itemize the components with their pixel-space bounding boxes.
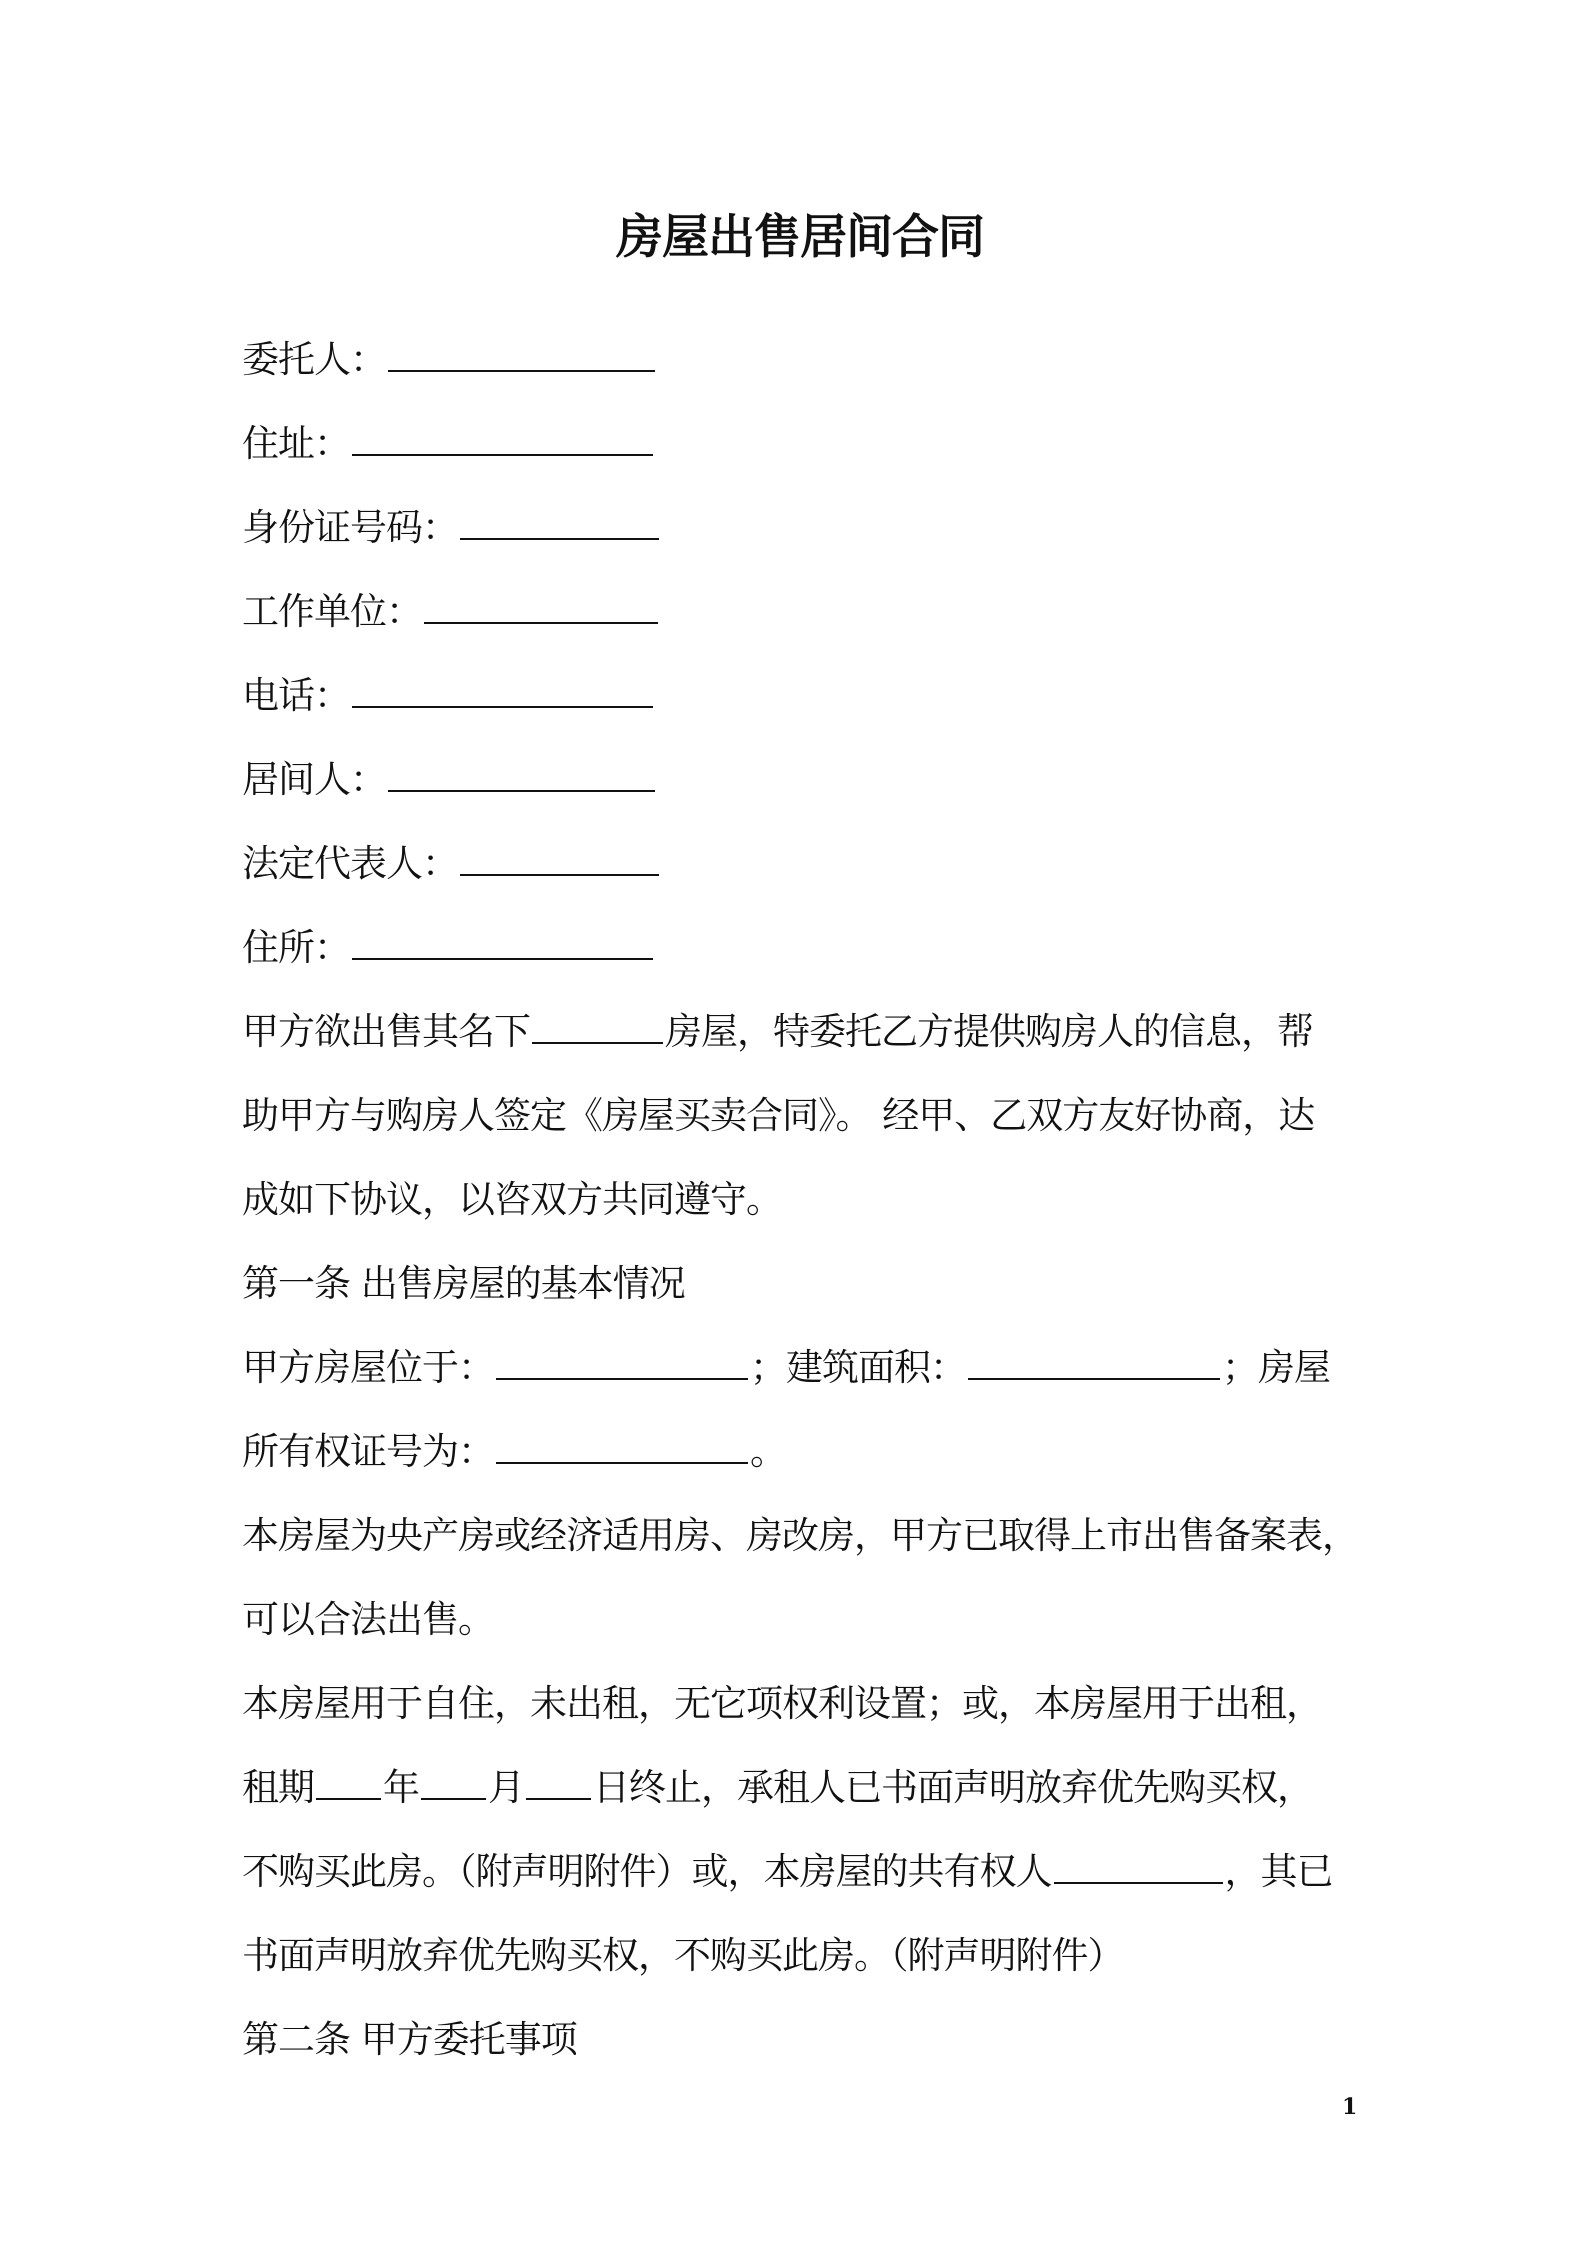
blank-line (352, 676, 653, 708)
field-label: 居间人： (242, 758, 386, 801)
field-residence (242, 906, 1392, 990)
blank-line (460, 844, 659, 876)
text: 日终止，承租人已书面声明放弃优先购买权， (593, 1766, 1313, 1809)
paragraph-line: 书面声明放弃优先购买权，不购买此房。（附声明附件） (242, 1934, 1124, 1977)
field-label: 住址： (242, 422, 350, 465)
blank-line (460, 508, 659, 540)
text: 不购买此房。（附声明附件）或，本房屋的共有权人 (242, 1850, 1052, 1893)
field-label: 委托人： (242, 338, 386, 381)
paragraph-line: 本房屋为央产房或经济适用房、房改房，甲方已取得上市出售备案表， (242, 1514, 1358, 1557)
paragraph-line (242, 990, 1392, 1074)
text: 所有权证号为： (242, 1430, 494, 1473)
field-label: 法定代表人： (242, 842, 458, 885)
blank-line (496, 1432, 748, 1464)
text: 房屋，特委托乙方提供购房人的信息，帮 (665, 1010, 1313, 1053)
text: 年 (383, 1766, 419, 1809)
field-label: 工作单位： (242, 590, 422, 633)
blank-line (496, 1348, 748, 1380)
document-body (242, 318, 1392, 2082)
field-employer (242, 570, 1392, 654)
field-label: 电话： (242, 674, 350, 717)
field-phone (242, 654, 1392, 738)
text: 。 (750, 1430, 786, 1473)
blank-line (424, 592, 658, 624)
blank-line (388, 760, 655, 792)
field-broker (242, 738, 1392, 822)
text: ，其已 (1224, 1850, 1333, 1893)
paragraph-line: 助甲方与购房人签定《房屋买卖合同》。 经甲、乙双方友好协商，达 (242, 1094, 1315, 1137)
paragraph-line (242, 1410, 1392, 1494)
paragraph-line (242, 1746, 1392, 1830)
field-label: 住所： (242, 926, 350, 969)
field-label: 身份证号码： (242, 506, 458, 549)
text: 甲方欲出售其名下 (242, 1010, 530, 1053)
article-2-heading: 第二条 甲方委托事项 (242, 2018, 577, 2061)
field-id-number (242, 486, 1392, 570)
document-title: 房屋出售居间合同 (616, 210, 984, 265)
text: ；房屋 (1222, 1346, 1330, 1389)
text: ；建筑面积： (750, 1346, 966, 1389)
blank-line (352, 928, 653, 960)
blank-line (532, 1012, 663, 1044)
blank-line (1054, 1852, 1223, 1884)
page-number: 1 (1342, 2094, 1358, 2120)
article-1-heading: 第一条 出售房屋的基本情况 (242, 1262, 685, 1305)
blank-line (388, 340, 655, 372)
paragraph-line: 成如下协议，以咨双方共同遵守。 (242, 1178, 782, 1221)
text: 甲方房屋位于： (242, 1346, 494, 1389)
blank-line (968, 1348, 1220, 1380)
blank-line (526, 1768, 591, 1800)
blank-line (316, 1768, 381, 1800)
field-address (242, 402, 1392, 486)
paragraph-line: 可以合法出售。 (242, 1598, 494, 1641)
paragraph-line (242, 1830, 1392, 1914)
field-legal-rep (242, 822, 1392, 906)
text: 租期 (242, 1766, 314, 1809)
text: 月 (488, 1766, 524, 1809)
paragraph-line: 本房屋用于自住，未出租，无它项权利设置；或，本房屋用于出租， (242, 1682, 1322, 1725)
paragraph-line (242, 1326, 1392, 1410)
blank-line (421, 1768, 486, 1800)
field-client (242, 318, 1392, 402)
blank-line (352, 424, 653, 456)
